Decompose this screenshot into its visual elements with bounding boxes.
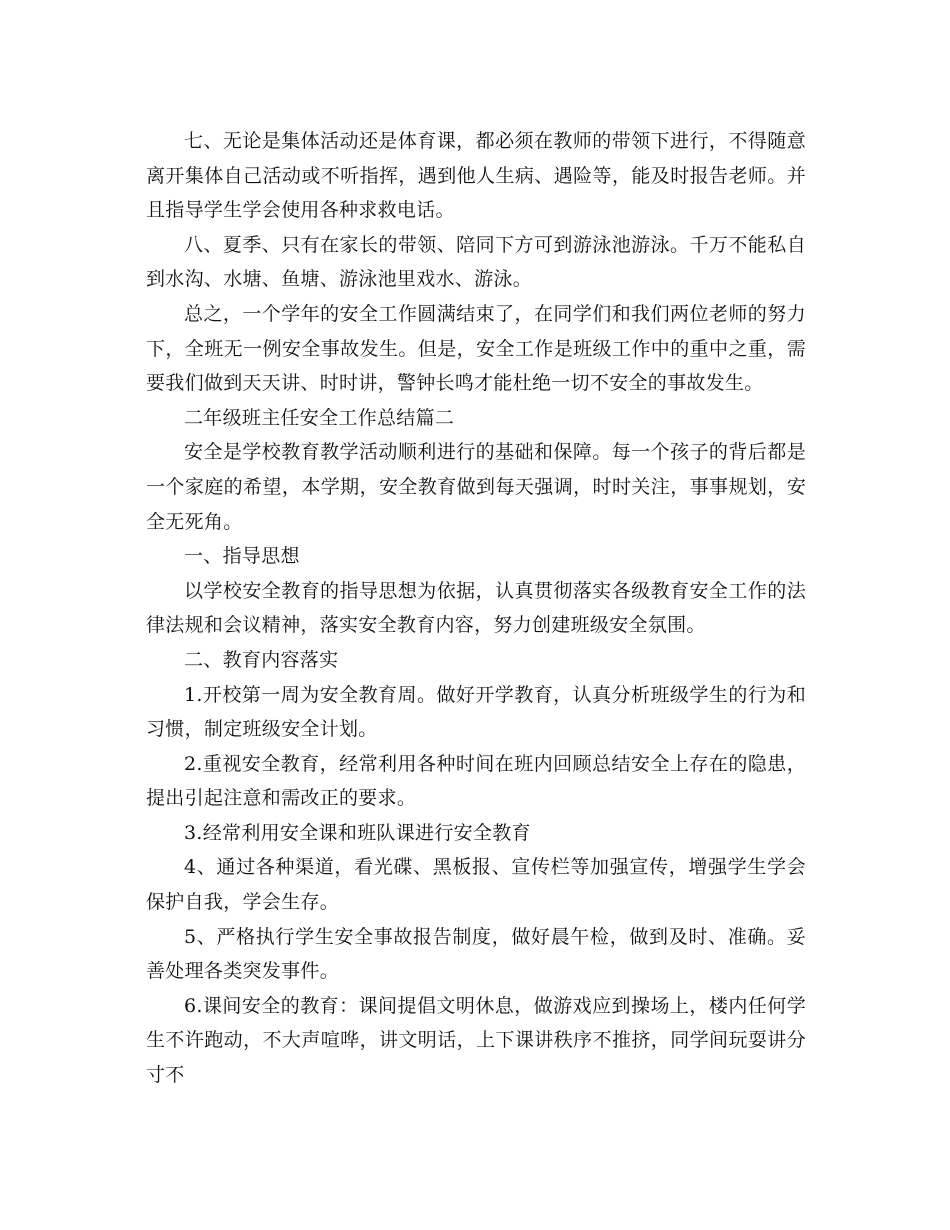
list-item-3: 3.经常利用安全课和班队课进行安全教育 <box>184 821 531 844</box>
document-body <box>146 124 806 1093</box>
list-item-1: 1.开校第一周为安全教育周。做好开学教育，认真分析班级学生的行为和习惯，制定班级安全计划。 <box>146 683 806 741</box>
list-item-4: 4、通过各种渠道，看光碟、黑板报、宣传栏等加强宣传，增强学生学会保护自我，学会生存。 <box>146 856 806 914</box>
heading-education-content: 二、教育内容落实 <box>184 648 339 671</box>
list-item-6: 6.课间安全的教育：课间提倡文明休息，做游戏应到操场上，楼内任何学生不许跑动，不大声喧哗，讲文明话，上下课讲秩序不推挤，同学间玩耍讲分寸不 <box>146 994 806 1087</box>
paragraph-item-8: 八、夏季、只有在家长的带领、陪同下方可到游泳池游泳。千万不能私自到水沟、水塘、鱼塘、游泳池里戏水、游泳。 <box>146 233 806 291</box>
paragraph-item-7: 七、无论是集体活动还是体育课，都必须在教师的带领下进行，不得随意离开集体自己活动或不听指挥，遇到他人生病、遇险等，能及时报告老师。并且指导学生学会使用各种求救电话。 <box>146 130 806 222</box>
paragraph-summary: 总之，一个学年的安全工作圆满结束了，在同学们和我们两位老师的努力下，全班无一例安全事故发生。但是，安全工作是班级工作中的重中之重，需要我们做到天天讲、时时讲，警钟长鸣才能杜绝一切不安全的事故发生。 <box>146 302 806 395</box>
paragraph-guiding-thought: 以学校安全教育的指导思想为依据，认真贯彻落实各级教育安全工作的法律法规和会议精神，落实安全教育内容，努力创建班级安全氛围。 <box>146 579 806 637</box>
list-item-2: 2.重视安全教育，经常利用各种时间在班内回顾总结安全上存在的隐患，提出引起注意和需改正的要求。 <box>146 752 806 810</box>
heading-guiding-thought: 一、指导思想 <box>184 545 300 568</box>
list-item-5: 5、严格执行学生安全事故报告制度，做好晨午检，做到及时、准确。妥善处理各类突发事件。 <box>146 925 806 983</box>
section-heading-part-two: 二年级班主任安全工作总结篇二 <box>184 406 455 429</box>
paragraph-intro: 安全是学校教育教学活动顺利进行的基础和保障。每一个孩子的背后都是一个家庭的希望，本学期，安全教育做到每天强调，时时关注，事事规划，安全无死角。 <box>146 441 806 533</box>
